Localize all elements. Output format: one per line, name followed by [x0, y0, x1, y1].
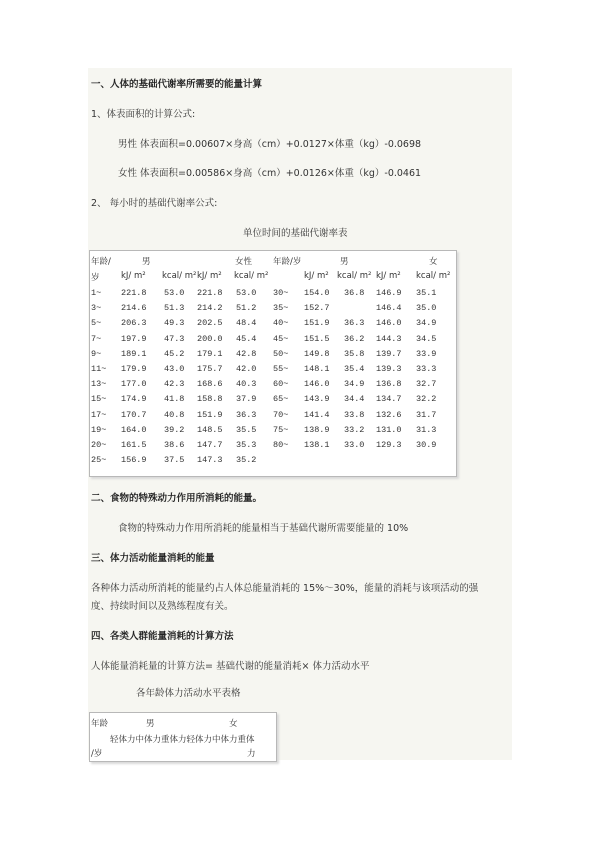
activity-table-title: 各年龄体力活动水平表格: [136, 688, 241, 699]
cell-male-kj-right: 149.8: [304, 348, 330, 359]
cell-male-kj-right: 141.4: [304, 409, 330, 420]
cell-age-left: 20~: [91, 440, 107, 450]
cell-age-right: 60~: [273, 379, 289, 390]
header-kcal-4: kcal/ m²: [416, 271, 451, 281]
cell-female-kj-right: 129.3: [376, 440, 402, 450]
cell-age-right: 65~: [273, 394, 289, 405]
section-2-heading: 二、食物的特殊动力作用所消耗的能量。: [91, 493, 263, 504]
cell-female-kj-left: 221.8: [197, 288, 223, 298]
cell-female-kj-left: 200.0: [197, 333, 223, 344]
cell-female-kcal-left: 37.9: [236, 394, 257, 405]
cell-male-kcal-left: 42.3: [164, 379, 185, 390]
cell-male-kj-right: 146.0: [304, 379, 330, 390]
cell-male-kcal-left: 53.0: [164, 288, 185, 298]
cell-age-left: 3~: [91, 303, 102, 314]
formula-male: 男性 体表面积=0.00607×身高（cm）+0.0127×体重（kg）-0.0698: [118, 139, 422, 150]
header-kcal-1: kcal/ m²: [162, 271, 197, 281]
header-age-right: 年龄/岁: [273, 257, 302, 267]
activity-header-levels: 轻体力中体力重体力轻体力中体力重体: [110, 735, 255, 745]
cell-female-kcal-right: 35.0: [416, 303, 437, 314]
section-1-heading: 一、人体的基础代谢率所需要的能量计算: [91, 79, 263, 90]
cell-male-kj-left: 179.9: [121, 364, 147, 374]
cell-male-kcal-left: 41.8: [164, 394, 185, 405]
header-kj-3: kJ/ m²: [304, 271, 329, 281]
cell-male-kj-right: 151.9: [304, 318, 330, 329]
cell-male-kj-left: 164.0: [121, 424, 147, 435]
cell-age-left: 9~: [91, 348, 102, 359]
section-4-formula: 人体能量消耗量的计算方法= 基础代谢的能量消耗× 体力活动水平: [91, 661, 370, 672]
cell-female-kj-right: 134.7: [376, 394, 402, 405]
cell-female-kj-left: 148.5: [197, 424, 223, 435]
bmr-table-title: 单位时间的基础代谢率表: [243, 228, 348, 239]
cell-male-kcal-right: 33.2: [344, 424, 365, 435]
cell-age-right: 75~: [273, 424, 289, 435]
cell-female-kj-right: 132.6: [376, 409, 402, 420]
section-1-item-2: 2、 每小时的基础代谢率公式:: [91, 198, 218, 209]
cell-female-kcal-left: 45.4: [236, 333, 257, 344]
header-kcal-3: kcal/ m²: [337, 271, 372, 281]
cell-male-kj-right: 138.1: [304, 440, 330, 450]
section-3-body-line-1: 各种体力活动所消耗的能量约占人体总能量消耗的 15%～30%，能量的消耗与该项活动的强: [91, 583, 479, 594]
cell-male-kcal-left: 47.3: [164, 333, 185, 344]
cell-male-kcal-right: 33.0: [344, 440, 365, 450]
cell-female-kcal-left: 42.8: [236, 348, 257, 359]
cell-female-kcal-right: 34.5: [416, 333, 437, 344]
cell-age-right: 35~: [273, 303, 289, 314]
section-4-heading: 四、各类人群能量消耗的计算方法: [91, 631, 234, 642]
cell-age-left: 25~: [91, 455, 107, 466]
cell-male-kcal-left: 49.3: [164, 318, 185, 329]
cell-age-left: 7~: [91, 333, 102, 344]
bmr-table: [89, 250, 457, 477]
cell-age-left: 11~: [91, 364, 107, 374]
activity-table: [89, 712, 277, 762]
cell-age-left: 5~: [91, 318, 102, 329]
cell-age-right: 55~: [273, 364, 289, 374]
activity-header-male: 男: [146, 719, 155, 729]
cell-male-kj-right: 138.9: [304, 424, 330, 435]
cell-female-kj-left: 175.7: [197, 364, 223, 374]
cell-male-kcal-right: 35.4: [344, 364, 365, 374]
cell-male-kcal-left: 38.6: [164, 440, 185, 450]
cell-female-kcal-right: 33.9: [416, 348, 437, 359]
cell-female-kcal-left: 53.0: [236, 288, 257, 298]
cell-female-kj-right: 146.0: [376, 318, 402, 329]
cell-age-right: 80~: [273, 440, 289, 450]
cell-age-left: 19~: [91, 424, 107, 435]
cell-female-kj-left: 147.7: [197, 440, 223, 450]
cell-female-kj-left: 151.9: [197, 409, 223, 420]
cell-male-kcal-left: 40.8: [164, 409, 185, 420]
cell-male-kcal-right: 35.8: [344, 348, 365, 359]
header-kcal-2: kcal/ m²: [234, 271, 269, 281]
cell-female-kj-left: 168.6: [197, 379, 223, 390]
header-kj-2: kJ/ m²: [197, 271, 222, 281]
cell-male-kj-left: 197.9: [121, 333, 147, 344]
section-2-body: 食物的特殊动力作用所消耗的能量相当于基础代谢所需要能量的 10%: [118, 523, 409, 534]
header-male-left: 男: [142, 257, 151, 267]
cell-male-kcal-right: 36.3: [344, 318, 365, 329]
cell-male-kj-right: 151.5: [304, 333, 330, 344]
section-3-body-line-2: 度、持续时间以及熟练程度有关。: [91, 601, 234, 612]
cell-male-kcal-right: 36.2: [344, 333, 365, 344]
cell-female-kcal-right: 33.3: [416, 364, 437, 374]
cell-female-kcal-right: 32.2: [416, 394, 437, 405]
cell-female-kj-left: 202.5: [197, 318, 223, 329]
header-female-left: 女性: [235, 257, 253, 267]
cell-male-kj-right: 154.0: [304, 288, 330, 298]
cell-male-kcal-right: 34.4: [344, 394, 365, 405]
cell-female-kj-right: 139.3: [376, 364, 402, 374]
cell-female-kcal-left: 35.3: [236, 440, 257, 450]
cell-female-kj-right: 146.4: [376, 303, 402, 314]
cell-female-kj-right: 139.7: [376, 348, 402, 359]
cell-female-kj-left: 147.3: [197, 455, 223, 466]
cell-male-kj-right: 143.9: [304, 394, 330, 405]
cell-female-kj-left: 158.8: [197, 394, 223, 405]
activity-header-age: 年龄: [91, 719, 109, 729]
cell-female-kcal-right: 30.9: [416, 440, 437, 450]
cell-female-kj-left: 214.2: [197, 303, 223, 314]
cell-female-kj-right: 136.8: [376, 379, 402, 390]
cell-age-right: 70~: [273, 409, 289, 420]
cell-female-kcal-left: 42.0: [236, 364, 257, 374]
cell-female-kcal-right: 32.7: [416, 379, 437, 390]
header-male-right: 男: [340, 257, 349, 267]
cell-male-kcal-left: 43.0: [164, 364, 185, 374]
cell-male-kcal-left: 45.2: [164, 348, 185, 359]
cell-male-kj-left: 170.7: [121, 409, 147, 420]
section-3-heading: 三、体力活动能量消耗的能量: [91, 553, 215, 564]
cell-female-kj-left: 179.1: [197, 348, 223, 359]
cell-female-kj-right: 144.3: [376, 333, 402, 344]
cell-age-left: 1~: [91, 288, 102, 298]
cell-female-kcal-right: 34.9: [416, 318, 437, 329]
header-age-left: 年龄/: [91, 257, 111, 267]
header-kj-1: kJ/ m²: [121, 271, 146, 281]
cell-male-kj-left: 221.8: [121, 288, 147, 298]
activity-header-female: 女: [229, 719, 238, 729]
cell-male-kcal-left: 51.3: [164, 303, 185, 314]
cell-age-left: 17~: [91, 409, 107, 420]
cell-male-kcal-right: 36.8: [344, 288, 365, 298]
activity-header-last-char: 力: [247, 749, 256, 759]
header-kj-4: kJ/ m²: [376, 271, 401, 281]
cell-male-kj-left: 177.0: [121, 379, 147, 390]
cell-female-kcal-left: 36.3: [236, 409, 257, 420]
header-age-left-unit: 岁: [91, 273, 100, 283]
cell-age-right: 45~: [273, 333, 289, 344]
cell-age-right: 40~: [273, 318, 289, 329]
cell-age-right: 50~: [273, 348, 289, 359]
cell-female-kcal-right: 31.7: [416, 409, 437, 420]
activity-header-age-unit: /岁: [91, 749, 103, 759]
cell-male-kj-right: 152.7: [304, 303, 330, 314]
section-1-item-1: 1、体表面积的计算公式:: [91, 109, 196, 120]
cell-male-kj-left: 161.5: [121, 440, 147, 450]
cell-female-kcal-left: 35.2: [236, 455, 257, 466]
cell-male-kcal-right: 34.9: [344, 379, 365, 390]
cell-female-kj-right: 131.0: [376, 424, 402, 435]
cell-age-right: 30~: [273, 288, 289, 298]
cell-female-kcal-left: 35.5: [236, 424, 257, 435]
cell-male-kcal-left: 37.5: [164, 455, 185, 466]
header-female-right: 女: [429, 257, 438, 267]
cell-age-left: 13~: [91, 379, 107, 390]
formula-female: 女性 体表面积=0.00586×身高（cm）+0.0126×体重（kg）-0.0461: [118, 168, 422, 179]
cell-female-kcal-right: 35.1: [416, 288, 437, 298]
cell-male-kj-left: 206.3: [121, 318, 147, 329]
cell-female-kcal-left: 40.3: [236, 379, 257, 390]
cell-female-kcal-right: 31.3: [416, 424, 437, 435]
cell-male-kj-left: 174.9: [121, 394, 147, 405]
cell-male-kj-left: 214.6: [121, 303, 147, 314]
cell-age-left: 15~: [91, 394, 107, 405]
cell-female-kcal-left: 51.2: [236, 303, 257, 314]
cell-male-kj-left: 189.1: [121, 348, 147, 359]
cell-male-kj-left: 156.9: [121, 455, 147, 466]
cell-male-kcal-left: 39.2: [164, 424, 185, 435]
cell-male-kj-right: 148.1: [304, 364, 330, 374]
cell-male-kcal-right: 33.8: [344, 409, 365, 420]
cell-female-kj-right: 146.9: [376, 288, 402, 298]
cell-female-kcal-left: 48.4: [236, 318, 257, 329]
